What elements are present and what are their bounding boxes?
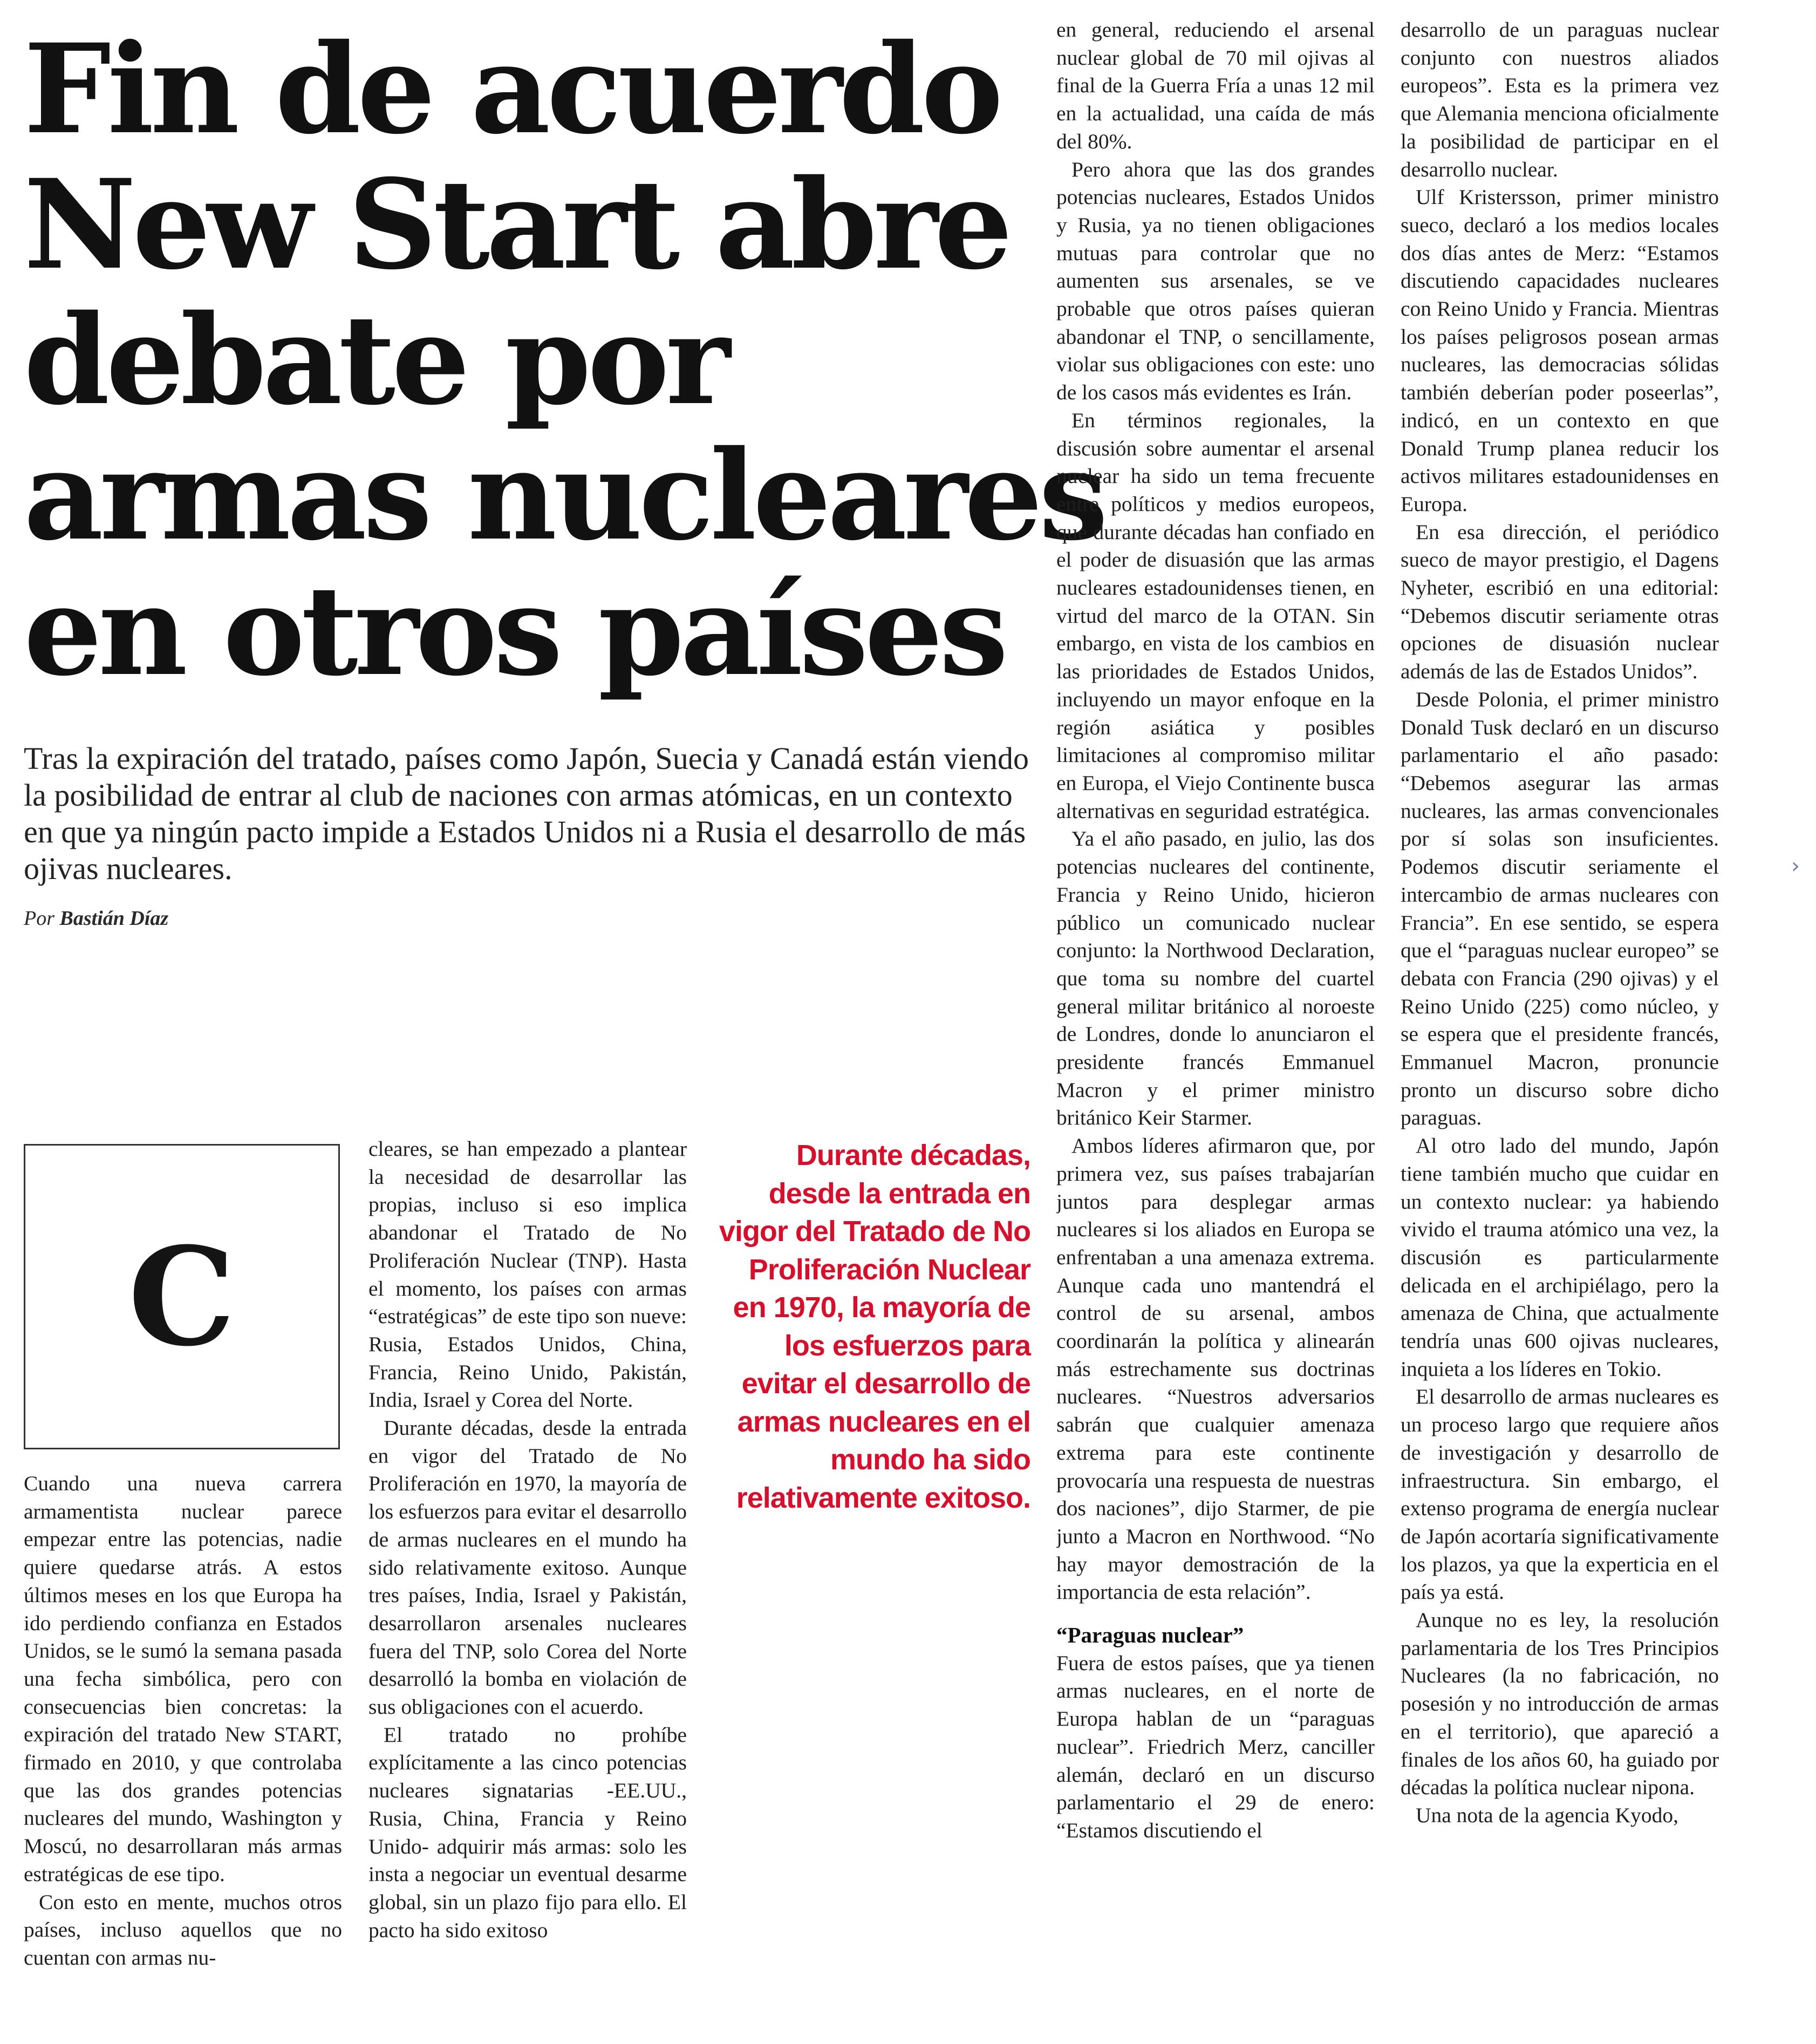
paragraph: Durante décadas, desde la entrada en vigor del Tratado de No Proliferación en 1970, la mayoría de los esfuerzos para evitar el desarrollo de armas nucleares en el mundo ha sido relativamente exitoso. Aunque tres países, India, Israel y Pakistán, desarrollaron arsenales nucleares fuera del TNP, solo Corea del Norte desarrolló la bomba en violación de sus obligaciones con el acuerdo.: [368, 1416, 687, 1719]
paragraph: En esa dirección, el periódico sueco de mayor prestigio, el Dagens Nyheter, escribió en una editorial: “Debemos discutir seriamente otras opciones de disuasión nuclear además de las de Estados Unidos”.: [1401, 520, 1719, 684]
headline: [24, 17, 1104, 703]
article-column-4: [1401, 16, 1719, 2042]
subheadline: Tras la expiración del tratado, países como Japón, Suecia y Canadá están viendo la posibilidad de entrar al club de naciones con armas atómicas, en un contexto en que ya ningún pacto impide a Estados Unidos ni a Rusia el desarrollo de más ojivas nucleares.: [24, 741, 1029, 886]
drop-cap: C: [128, 1217, 236, 1376]
drop-cap-box: [24, 1144, 340, 1449]
paragraph: Con esto en mente, muchos otros países, incluso aquellos que no cuentan con armas nu-: [24, 1890, 342, 1970]
paragraph: Ya el año pasado, en julio, las dos potencias nucleares del continente, Francia y Reino Unido, hicieron público un comunicado nuclear conjunto: la Northwood Declaration, que toma su nombre del cuartel general militar británico al noroeste de Londres, donde lo anunciaron el presidente francés Emmanuel Macron y el primer ministro británico Keir Starmer.: [1056, 827, 1375, 1130]
paragraph: El tratado no prohíbe explícitamente a las cinco potencias nucleares signatarias -EE.UU., Rusia, China, Francia y Reino Unido- adquirir más armas: solo les insta a negociar un eventual desarme global, sin un plazo fijo para ello. El pacto ha sido exitoso: [368, 1722, 687, 1942]
paragraph: en general, reduciendo el arsenal nuclear global de 70 mil ojivas al final de la Guerra Fría a unas 12 mil en la actualidad, una caída de más del 80%.: [1056, 18, 1375, 153]
paragraph: Ambos líderes afirmaron que, por primera vez, sus países trabajarían juntos para desplegar armas nucleares si los aliados en Europa se enfrentaban a una amenaza extrema. Aunque cada uno mantendrá el control de su arsenal, ambos coordinarán la política y alinearán más estrechamente sus doctrinas nucleares. “Nuestros adversarios sabrán que cualquier amenaza extrema para este continente provocaría una respuesta de nuestras dos naciones”, dijo Starmer, de pie junto a Macron en Northwood. “No hay mayor demostración de la importancia de esta relación”.: [1056, 1134, 1375, 1604]
paragraph: Ulf Kristersson, primer ministro sueco, declaró a los medios locales dos días antes de Merz: “Estamos discutiendo capacidades nucleares con Reino Unido y Francia. Mientras los países peligrosos posean armas nucleares, las democracias sólidas también deberían poder poseerlas”, indicó, en un contexto en que Donald Trump planea reducir los activos militares estadounidenses en Europa.: [1401, 185, 1719, 516]
article-column-3: [1056, 16, 1375, 2042]
byline-prefix: Por: [24, 907, 54, 930]
paragraph: Una nota de la agencia Kyodo,: [1416, 1803, 1678, 1827]
paragraph: Al otro lado del mundo, Japón tiene también mucho que cuidar en un contexto nuclear: ya habiendo vivido el trauma atómico una vez, la discusión es particularmente delicada en el archipiélago, pero la amenaza de China, que actualmente tendría unas 600 ojivas nucleares, inquieta a los líderes en Tokio.: [1401, 1134, 1719, 1381]
headline-line: armas nucleares: [24, 423, 1104, 568]
headline-line: debate por: [24, 288, 727, 432]
paragraph: Aunque no es ley, la resolución parlamentaria de los Tres Principios Nucleares (la no fabricación, no posesión y no introducción de armas en el territorio), que apareció a finales de los años 60, ha guiado por décadas la política nuclear nipona.: [1401, 1608, 1719, 1800]
pull-quote: Durante décadas, desde la entrada en vigor del Tratado de No Proliferación Nuclear en 1970, la mayoría de los esfuerzos para evitar el desarrollo de armas nucleares en el mundo ha sido relativamente exitoso.: [719, 1139, 1030, 1514]
paragraph: cleares, se han empezado a plantear la necesidad de desarrollar las propias, incluso si eso implica abandonar el Tratado de No Proliferación Nuclear (TNP). Hasta el momento, los países con armas “estratégicas” de este tipo son nueve: Rusia, Estados Unidos, China, Francia, Reino Unido, Pakistán, India, Israel y Corea del Norte.: [368, 1137, 687, 1412]
byline: [24, 907, 168, 930]
byline-author: Bastián Díaz: [59, 907, 169, 930]
chevron-right-icon: ›: [1791, 854, 1800, 878]
paragraph: Pero ahora que las dos grandes potencias nucleares, Estados Unidos y Rusia, ya no tienen obligaciones mutuas para controlar que no aumenten sus arsenales, se ve probable que otros países quieran abandonar el TNP, o sencillamente, violar sus obligaciones con este: uno de los casos más evidentes es Irán.: [1056, 157, 1375, 405]
paragraph: desarrollo de un paraguas nuclear conjunto con nuestros aliados europeos”. Esta es la primera vez que Alemania menciona oficialmente la posibilidad de participar en el desarrollo nuclear.: [1401, 18, 1719, 181]
headline-line: Fin de acuerdo: [24, 17, 1000, 161]
paragraph: En términos regionales, la discusión sobre aumentar el arsenal nuclear ha sido un tema frecuente entre políticos y medios europeos, que durante décadas han confiado en el poder de disuasión que las armas nucleares estadounidenses tienen, en virtud del marco de la OTAN. Sin embargo, en vista de los cambios en las prioridades de Estados Unidos, incluyendo un mayor enfoque en la región asiática y posibles limitaciones al compromiso militar en Europa, el Viejo Continente busca alternativas en seguridad estratégica.: [1056, 408, 1375, 823]
article-column-1: [24, 1470, 342, 2042]
section-subheading: “Paraguas nuclear”: [1056, 1623, 1244, 1648]
paragraph: Desde Polonia, el primer ministro Donald Tusk declaró en un discurso parlamentario el año pasado: “Debemos asegurar las armas nucleares, las armas convencionales por sí solas son insuficientes. Podemos discutir seriamente el intercambio de armas nucleares con Francia”. En ese sentido, se espera que el “paraguas nuclear europeo” se debata con Francia (290 ojivas) y el Reino Unido (225) como núcleo, y se espera que el presidente francés, Emmanuel Macron, pronuncie pronto un discurso sobre dicho paraguas.: [1401, 687, 1719, 1130]
paragraph: El desarrollo de armas nucleares es un proceso largo que requiere años de investigación y desarrollo de infraestructura. Sin embargo, el extenso programa de energía nuclear de Japón acortaría significativamente los plazos, ya que la experticia en el país ya está.: [1401, 1385, 1719, 1604]
paragraph: Fuera de estos países, que ya tienen armas nucleares, en el norte de Europa hablan de un “paraguas nuclear”. Friedrich Merz, canciller alemán, declaró en un discurso parlamentario el 29 de enero: “Estamos discutiendo el: [1056, 1651, 1375, 1842]
headline-line: New Start abre: [24, 152, 1009, 297]
headline-line: en otros países: [24, 558, 1005, 703]
next-page-button[interactable]: [1781, 847, 1810, 885]
article-column-2: [368, 1135, 687, 2042]
paragraph: Cuando una nueva carrera armamentista nuclear parece empezar entre las potencias, nadie quiere quedarse atrás. A estos últimos meses en los que Europa ha ido perdiendo confianza en Estados Unidos, se le sumó la semana pasada una fecha simbólica, pero con consecuencias bien concretas: la expiración del tratado New START, firmado en 2010, y que controlaba que las dos grandes potencias nucleares del mundo, Washington y Moscú, no desarrollaran más armas estratégicas de ese tipo.: [24, 1471, 342, 1886]
